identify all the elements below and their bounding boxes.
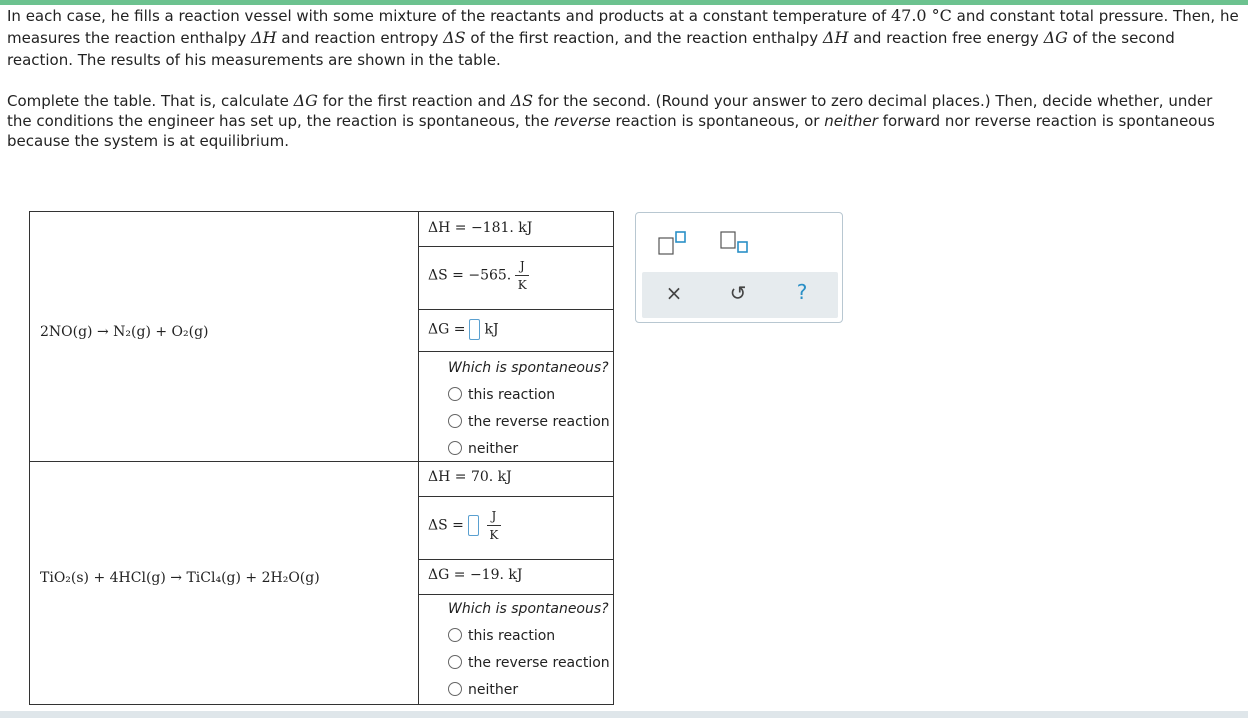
reaction2-dh-label: ΔH =	[428, 469, 467, 485]
reaction1-ds-unit	[515, 259, 529, 292]
reaction1-dh-value: −181. kJ	[470, 220, 533, 236]
reaction1-question: Which is spontaneous?	[448, 360, 609, 376]
superscript-template-button[interactable]	[656, 229, 692, 259]
reaction2-dg-label: ΔG =	[428, 567, 466, 583]
delta-s-symbol: ΔS	[443, 28, 466, 47]
reaction2-dg	[428, 567, 522, 583]
problem-intro	[7, 5, 1241, 71]
reaction1-dg-cell	[418, 309, 614, 352]
reaction1-dg-unit: kJ	[484, 321, 499, 338]
subscript-icon	[718, 229, 754, 259]
help-icon: ?	[796, 280, 808, 304]
unit-joule: J	[491, 509, 497, 523]
fraction-bar	[487, 525, 501, 526]
option-label: the reverse reaction	[468, 414, 610, 430]
close-icon: ×	[665, 281, 683, 305]
reaction1-dh-cell	[418, 211, 614, 247]
instr-text-4: reaction is spontaneous, or	[610, 112, 825, 130]
delta-h-symbol-2: ΔH	[822, 28, 849, 47]
reaction1-equation-cell	[29, 211, 419, 462]
reaction2-equation-cell	[29, 461, 419, 705]
clear-button[interactable]	[662, 281, 686, 305]
answer-tool-panel	[635, 212, 843, 323]
delta-g-symbol: ΔG	[1043, 28, 1068, 47]
undo-icon: ↺	[729, 281, 747, 305]
reaction1-option-this[interactable]	[448, 387, 555, 403]
bottom-scroll-strip	[0, 711, 1248, 718]
radio-button[interactable]	[448, 628, 462, 642]
fraction-bar	[515, 275, 529, 276]
radio-button[interactable]	[448, 441, 462, 455]
reaction1-spontaneity-cell	[418, 351, 614, 462]
instr-delta-s: ΔS	[510, 91, 534, 110]
reaction2-spontaneity-cell	[418, 594, 614, 705]
reaction2-question: Which is spontaneous?	[448, 601, 609, 617]
unit-kelvin: K	[489, 528, 499, 542]
reaction2-dg-cell	[418, 559, 614, 595]
instr-text-2: for the first reaction and	[317, 92, 511, 110]
instr-neither: neither	[824, 112, 878, 130]
reaction1-dh-label: ΔH =	[428, 220, 467, 236]
intro-text-6: of the second reaction. The results of his measurements are shown in the table.	[7, 29, 1175, 69]
unit-joule: J	[519, 259, 525, 273]
reaction1-dg-label: ΔG =	[428, 321, 466, 338]
instr-text-5: forward nor reverse reaction is spontaneous because the system is at equilibrium.	[7, 112, 1215, 150]
reaction1-equation: 2NO(g) → N₂(g) + O₂(g)	[40, 324, 209, 340]
reaction2-ds-unit	[487, 509, 501, 542]
problem-instructions	[7, 91, 1241, 151]
instr-text-1: Complete the table. That is, calculate	[7, 92, 294, 110]
temperature-value: 47.0 °C	[890, 6, 952, 25]
reaction1-ds-value: −565.	[468, 267, 512, 284]
reaction1-dh	[428, 220, 532, 236]
reaction2-ds-input[interactable]	[468, 515, 479, 536]
reaction2-dh	[428, 469, 512, 485]
intro-text-3: and reaction entropy	[276, 29, 444, 47]
intro-text-2: and constant total pressure. Then, he measures the reaction enthalpy	[7, 7, 1239, 47]
reaction1-ds-label: ΔS =	[428, 267, 464, 284]
instr-reverse: reverse	[553, 112, 611, 130]
intro-text-4: of the first reaction, and the reaction enthalpy	[465, 29, 823, 47]
reaction2-option-reverse[interactable]	[448, 655, 610, 671]
option-label: this reaction	[468, 387, 556, 403]
reaction2-option-this[interactable]	[448, 628, 555, 644]
superscript-icon	[656, 229, 692, 259]
reaction2-ds	[428, 509, 501, 542]
reaction2-dh-value: 70. kJ	[470, 469, 512, 485]
instr-text-3: for the second. (Round your answer to zero decimal places.) Then, decide whether, under the conditions the engineer has set up, the reaction is spontaneous, the	[7, 92, 1213, 130]
option-label: neither	[468, 441, 519, 457]
intro-text-1: In each case, he fills a reaction vessel with some mixture of the reactants and products at a constant temperature of	[7, 7, 891, 25]
tool-action-row	[642, 272, 838, 318]
reaction1-ds-cell	[418, 246, 614, 310]
subscript-template-button[interactable]	[718, 229, 754, 259]
reaction2-ds-label: ΔS =	[428, 517, 464, 534]
reaction2-equation: TiO₂(s) + 4HCl(g) → TiCl₄(g) + 2H₂O(g)	[40, 570, 320, 586]
option-label: the reverse reaction	[468, 655, 610, 671]
reaction1-option-reverse[interactable]	[448, 414, 610, 430]
reaction2-dh-cell	[418, 461, 614, 497]
option-label: neither	[468, 682, 519, 698]
radio-button[interactable]	[448, 414, 462, 428]
reaction1-ds	[428, 259, 529, 292]
unit-kelvin: K	[517, 278, 527, 292]
delta-h-symbol: ΔH	[251, 28, 277, 47]
radio-button[interactable]	[448, 655, 462, 669]
radio-button[interactable]	[448, 387, 462, 401]
reaction-table	[29, 211, 614, 705]
option-label: this reaction	[468, 628, 556, 644]
radio-button[interactable]	[448, 682, 462, 696]
reaction2-option-neither[interactable]	[448, 682, 518, 698]
reaction1-dg-input[interactable]	[469, 319, 480, 340]
reaction2-dg-value: −19. kJ	[469, 567, 523, 583]
reaction1-option-neither[interactable]	[448, 441, 518, 457]
reaction1-dg	[428, 319, 499, 340]
undo-button[interactable]	[726, 281, 750, 305]
reaction2-ds-cell	[418, 496, 614, 560]
instr-delta-g: ΔG	[293, 91, 318, 110]
help-button[interactable]	[790, 280, 814, 304]
intro-text-5: and reaction free energy	[848, 29, 1044, 47]
